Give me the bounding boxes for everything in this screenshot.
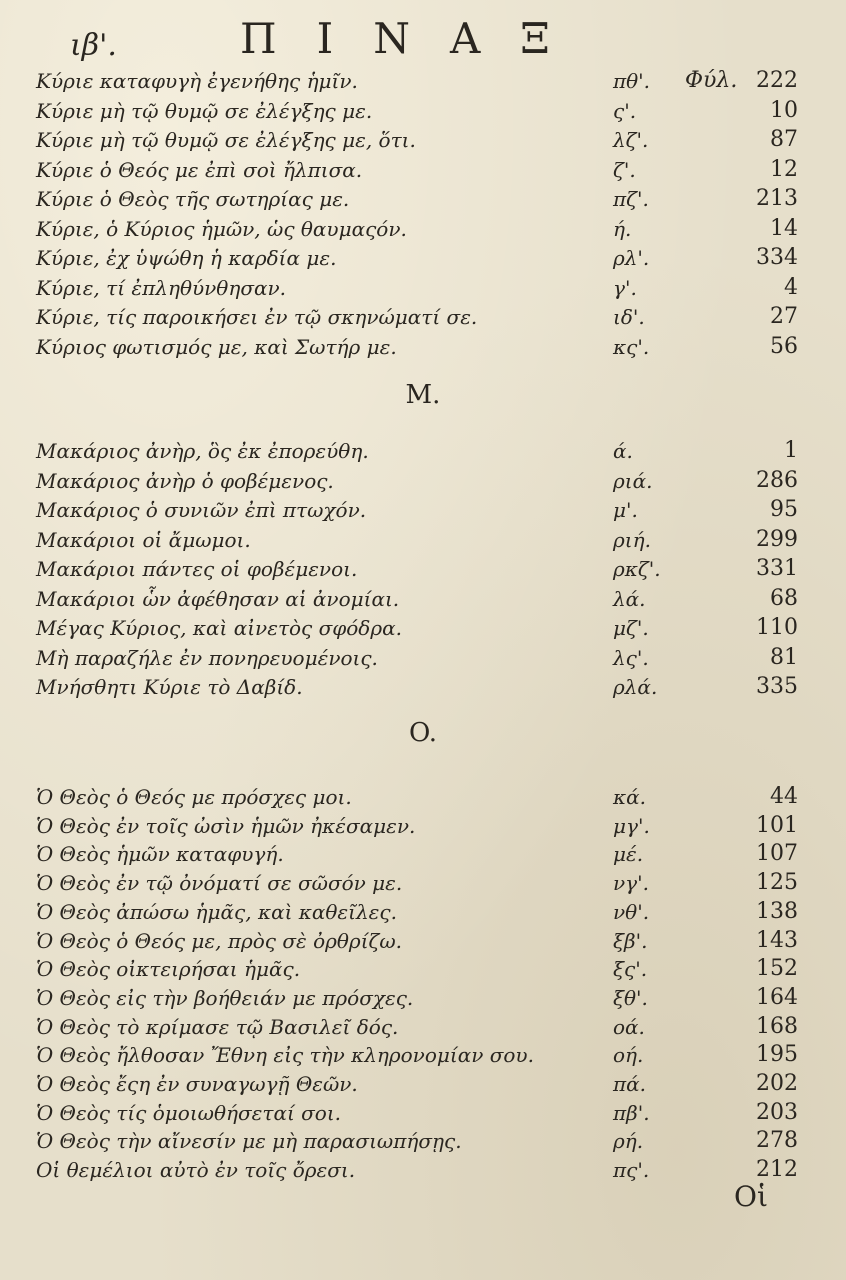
- index-row: [0, 1155, 846, 1185]
- index-row: [0, 1126, 846, 1156]
- psalm-number: οή.: [613, 1043, 644, 1068]
- psalm-incipit: Κύριε, ὁ Κύριος ἡμῶν, ὡς θαυμαςόν.: [36, 216, 407, 241]
- header-page-number: ιβ'.: [70, 28, 117, 63]
- leaf-number: 213: [756, 186, 798, 211]
- leaf-number: 143: [756, 927, 798, 953]
- psalm-incipit: Οἱ θεμέλιοι αὐτὸ ἐν τοῖς ὄρεσι.: [36, 1158, 356, 1183]
- index-row: [0, 495, 846, 525]
- psalm-incipit: Κύριε καταφυγὴ ἐγενήθης ἡμῖν.: [36, 69, 358, 93]
- psalm-number: μέ.: [613, 842, 644, 867]
- leaf-number: 68: [770, 585, 798, 611]
- index-row: [0, 125, 846, 155]
- leaf-number: 4: [784, 274, 798, 300]
- psalm-number: μ'.: [613, 498, 638, 522]
- index-row: [0, 66, 846, 96]
- psalm-incipit: Κύριος φωτισμός με, καὶ Σωτήρ με.: [36, 334, 397, 359]
- index-row: [0, 243, 846, 273]
- leaf-number: 138: [756, 898, 798, 924]
- index-row: [0, 466, 846, 496]
- leaf-number: 168: [756, 1013, 798, 1039]
- psalm-incipit: Ὁ Θεὸς εἰς τὴν βοήθειάν με πρόσχες.: [36, 985, 414, 1010]
- leaf-number: 278: [756, 1128, 798, 1154]
- psalm-incipit: Μὴ παραζήλε ἐν πονηρευομένοις.: [36, 645, 378, 670]
- psalm-incipit: Ὁ Θεὸς οἰκτειρήσαι ἡμᾶς.: [36, 957, 301, 982]
- index-row: [0, 868, 846, 898]
- index-row: [0, 643, 846, 673]
- psalm-incipit: Ὁ Θεὸς ἐν τοῖς ὠσὶν ἡμῶν ἠκέσαμεν.: [36, 813, 416, 838]
- psalm-number: ιδ'.: [613, 305, 645, 329]
- leaf-number: 107: [756, 841, 798, 867]
- psalm-number: ή.: [613, 216, 632, 241]
- leaf-number: 14: [770, 215, 798, 241]
- index-row: [0, 214, 846, 244]
- psalm-number: ξθ'.: [613, 985, 648, 1010]
- index-row: [0, 1098, 846, 1128]
- leaf-column-header: Φύλ.: [685, 68, 738, 93]
- index-row: [0, 584, 846, 614]
- psalm-number: λζ'.: [613, 128, 649, 152]
- psalm-incipit: Κύριε ὁ Θεός με ἐπὶ σοὶ ἤλπισα.: [36, 157, 363, 182]
- catchword: Οἱ: [734, 1180, 768, 1213]
- psalm-number: νθ'.: [613, 899, 650, 924]
- leaf-number: 212: [756, 1157, 798, 1183]
- psalm-number: ξβ'.: [613, 928, 648, 953]
- psalm-number: ά.: [613, 439, 633, 463]
- index-row: [0, 983, 846, 1013]
- index-row: [0, 554, 846, 584]
- psalm-incipit: Μακάριοι ὧν ἀφέθησαν αἱ ἀνομίαι.: [36, 586, 400, 611]
- psalm-number: ριά.: [613, 468, 653, 493]
- index-row: [0, 839, 846, 869]
- psalm-incipit: Ὁ Θεὸς ἡμῶν καταφυγή.: [36, 842, 284, 867]
- leaf-number: 286: [756, 467, 798, 493]
- psalm-incipit: Κύριε ὁ Θεὸς τῆς σωτηρίας με.: [36, 187, 350, 211]
- leaf-number: 334: [756, 245, 798, 270]
- index-row: [0, 1040, 846, 1070]
- psalm-incipit: Μακάριοι πάντες οἱ φοβέμενοι.: [36, 557, 358, 581]
- leaf-number: 299: [756, 526, 798, 552]
- psalm-number: πβ'.: [613, 1100, 650, 1125]
- leaf-number: 222: [756, 68, 798, 93]
- psalm-incipit: Κύριε, ἐχ ὑψώθη ἡ καρδία με.: [36, 246, 337, 270]
- index-row: [0, 96, 846, 126]
- index-row: [0, 184, 846, 214]
- index-row: [0, 811, 846, 841]
- index-row: [0, 155, 846, 185]
- psalm-incipit: Ὁ Θεὸς τὸ κρίμασε τῷ Βασιλεῖ δός.: [36, 1014, 399, 1039]
- leaf-number: 152: [756, 956, 798, 982]
- leaf-number: 331: [756, 556, 798, 581]
- leaf-number: 81: [770, 644, 798, 670]
- psalm-number: ρλά.: [613, 675, 658, 699]
- psalm-number: κά.: [613, 785, 646, 809]
- psalm-number: ξς'.: [613, 957, 648, 982]
- psalm-incipit: Μέγας Κύριος, καὶ αἰνετὸς σφόδρα.: [36, 616, 402, 640]
- psalm-number: πθ'.: [613, 69, 651, 93]
- psalm-incipit: Μακάριος ἀνὴρ ὁ φοβέμενος.: [36, 468, 334, 493]
- leaf-number: 87: [770, 127, 798, 152]
- psalm-number: ρκζ'.: [613, 557, 661, 581]
- index-row: [0, 926, 846, 956]
- leaf-number: 10: [770, 97, 798, 123]
- psalm-incipit: Μνήσθητι Κύριε τὸ Δαβίδ.: [36, 675, 303, 699]
- leaf-number: 27: [770, 304, 798, 329]
- leaf-number: 56: [770, 333, 798, 359]
- index-row: [0, 332, 846, 362]
- index-row: [0, 954, 846, 984]
- leaf-number: 95: [770, 497, 798, 522]
- psalm-number: κς'.: [613, 334, 650, 359]
- index-row: [0, 273, 846, 303]
- psalm-number: ς'.: [613, 98, 637, 123]
- psalm-incipit: Κύριε, τίς παροικήσει ἐν τῷ σκηνώματί σε.: [36, 305, 478, 329]
- page-title: ΠΙΝΑΞ: [240, 14, 590, 63]
- psalm-incipit: Κύριε μὴ τῷ θυμῷ σε ἐλέγξης με.: [36, 98, 373, 123]
- leaf-number: 164: [756, 984, 798, 1010]
- index-row: [0, 302, 846, 332]
- index-row: [0, 672, 846, 702]
- leaf-number: 335: [756, 674, 798, 699]
- leaf-number: 125: [756, 870, 798, 896]
- leaf-number: 203: [756, 1099, 798, 1125]
- psalm-number: μζ'.: [613, 616, 649, 640]
- leaf-number: 110: [756, 615, 798, 640]
- psalm-number: οά.: [613, 1014, 645, 1039]
- psalm-incipit: Ὁ Θεὸς τὴν αἴνεσίν με μὴ παρασιωπήσῃς.: [36, 1129, 462, 1154]
- leaf-number: 44: [770, 784, 798, 809]
- index-row: [0, 436, 846, 466]
- psalm-number: νγ'.: [613, 871, 649, 896]
- psalm-number: λά.: [613, 586, 646, 611]
- index-row: [0, 1012, 846, 1042]
- leaf-number: 12: [770, 156, 798, 182]
- psalm-incipit: Ὁ Θεὸς ἀπώσω ἡμᾶς, καὶ καθεῖλες.: [36, 899, 397, 924]
- index-row: [0, 782, 846, 812]
- psalm-incipit: Ὁ Θεὸς ὁ Θεός με, πρὸς σὲ ὀρθρίζω.: [36, 928, 403, 953]
- index-row: [0, 1069, 846, 1099]
- psalm-number: γ'.: [613, 275, 637, 300]
- psalm-number: μγ'.: [613, 813, 650, 838]
- psalm-incipit: Ὁ Θεὸς ὁ Θεός με πρόσχες μοι.: [36, 785, 352, 809]
- index-row: [0, 613, 846, 643]
- psalm-number: ρή.: [613, 1129, 644, 1154]
- psalm-incipit: Ὁ Θεὸς τίς ὁμοιωθήσεταί σοι.: [36, 1100, 342, 1125]
- section-heading: O.: [408, 718, 438, 748]
- psalm-number: ριή.: [613, 527, 651, 552]
- psalm-incipit: Ὁ Θεὸς ἤλθοσαν Ἔθνη εἰς τὴν κληρονομίαν σου.: [36, 1043, 534, 1068]
- index-row: [0, 897, 846, 927]
- psalm-number: ρλ'.: [613, 246, 650, 270]
- psalm-number: λς'.: [613, 645, 649, 670]
- psalm-incipit: Κύριε, τί ἐπληθύνθησαν.: [36, 275, 286, 300]
- psalm-number: πά.: [613, 1072, 647, 1096]
- psalm-incipit: Ὁ Θεὸς ἐν τῷ ὀνόματί σε σῶσόν με.: [36, 871, 403, 896]
- leaf-number: 101: [756, 812, 798, 838]
- psalm-incipit: Κύριε μὴ τῷ θυμῷ σε ἐλέγξης με, ὅτι.: [36, 128, 416, 152]
- section-heading: M.: [405, 380, 441, 410]
- psalm-number: πζ'.: [613, 187, 649, 211]
- psalm-number: ζ'.: [613, 157, 636, 182]
- psalm-number: πς'.: [613, 1158, 650, 1183]
- psalm-incipit: Μακάριοι οἱ ἄμωμοι.: [36, 527, 251, 552]
- leaf-number: 195: [756, 1042, 798, 1068]
- psalm-incipit: Μακάριος ἀνὴρ, ὃς ἐκ ἐπορεύθη.: [36, 439, 369, 463]
- index-row: [0, 525, 846, 555]
- leaf-number: 1: [784, 438, 798, 463]
- leaf-number: 202: [756, 1071, 798, 1096]
- psalm-incipit: Ὁ Θεὸς ἔςη ἐν συναγωγῇ Θεῶν.: [36, 1072, 358, 1096]
- psalm-incipit: Μακάριος ὁ συνιῶν ἐπὶ πτωχόν.: [36, 498, 367, 522]
